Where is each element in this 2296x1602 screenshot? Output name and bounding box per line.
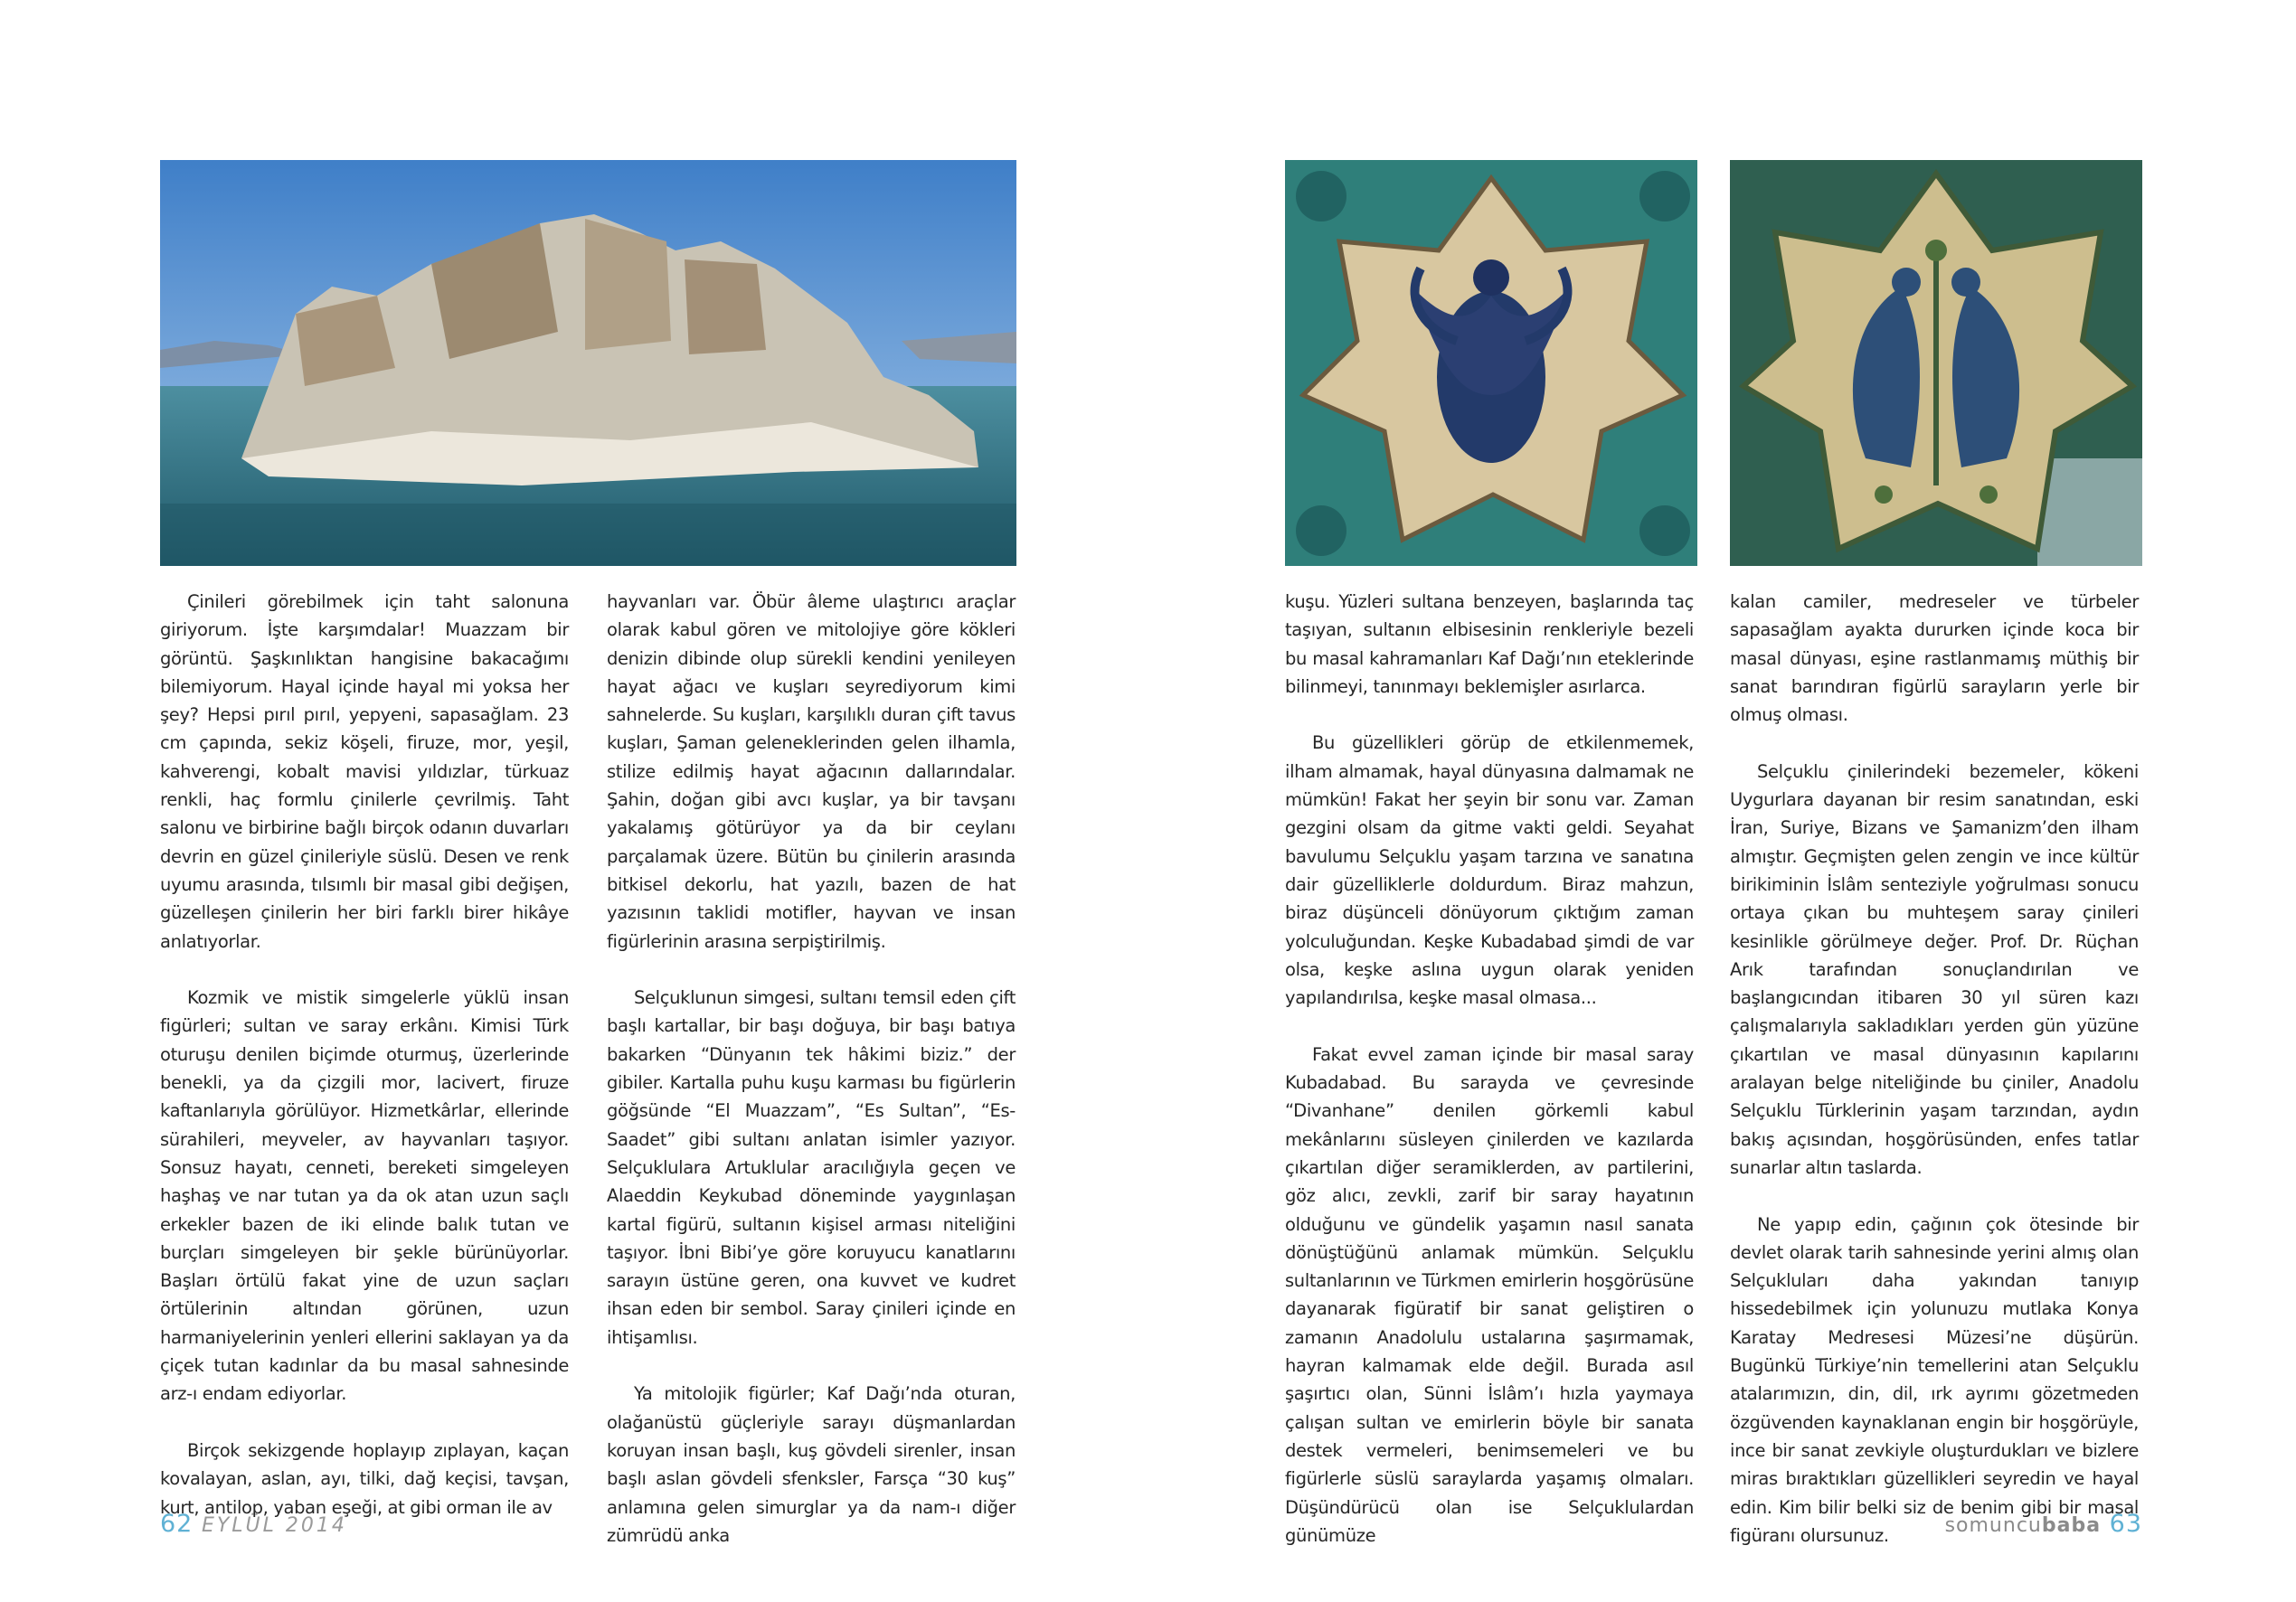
magazine-name-part1: somuncu xyxy=(1944,1514,2042,1537)
peacock-pair-tile-photo xyxy=(1730,160,2142,566)
text-column-1 xyxy=(160,588,569,1550)
magazine-name-part2: baba xyxy=(2041,1514,2102,1537)
paragraph: Ne yapıp edin, çağının çok ötesinde bir devlet olarak tarih sahnesinde yerini almış olan Selçukluları daha yakından tanıyıp hissedebilmek için yolunuzu mutlaka Konya Karatay Medresesi Müzesi’ne düşürün. Bugünkü Türkiye’nin temellerini atan Selçuklu atalarımızın, din, dil, ırk ayrımı gözetmeden özgüvenden kaynaklanan engin bir hoşgörüyle, ince bir sanat zevkiyle oluşturdukları ve bizlere miras bıraktıkları güzellikleri seyredin ve hayal edin. Kim bilir belki siz de benim gibi bir masal figüranı olursunuz. xyxy=(1730,1213,2139,1546)
double-headed-eagle-tile-photo xyxy=(1285,160,1697,566)
page-number: 63 xyxy=(2109,1510,2142,1538)
paragraph: Selçuklu çinilerindeki bezemeler, kökeni Uygurlara dayanan bir resim sanatından, eski İran, Suriye, Bizans ve Şamanizm’den ilham almıştır. Geçmişten gelen zengin ve ince kültür birikiminin İslâm senteziyle yoğrulması sonucu ortaya çıkan bu muhteşem saray çinileri kesinlikle görülmeye değer. Prof. Dr. Rüçhan Arık tarafından sonuçlandırılan ve başlangıcından itibaren 30 yıl süren kazı çalışmalarıyla sakladıkları yerden gün yüzüne çıkartılan ve masal dünyasının kapılarını aralayan belge niteliğinde bu çiniler, Anadolu Selçuklu Türklerinin yaşam tarzından, aydın bakış açısından, hoşgörüsünden, enfes tatlar sunarlar altın taslarda. xyxy=(1730,760,2139,1178)
paragraph: Ya mitolojik figürler; Kaf Dağı’nda oturan, olağanüstü güçleriyle sarayı düşmanlardan koruyan insan başlı, kuş gövdeli sirenler, insan başlı aslan gövdeli sfenksler, Farsça “30 kuş” anlamına gelen simurglar ya da nam-ı diğer zümrüdü anka xyxy=(607,1383,1016,1546)
paragraph: kalan camiler, medreseler ve türbeler sapasağlam ayakta dururken içinde koca bir masal dünyası, eşine rastlanmamış müthiş bir sanat barındıran figürlü sarayların yerle bir olmuş olması. xyxy=(1730,591,2139,726)
issue-date: EYLÜL 2014 xyxy=(201,1514,347,1537)
paragraph: hayvanları var. Öbür âleme ulaştırıcı araçlar olarak kabul gören ve mitolojiye göre kökleri denizin dibinde olup sürekli kendini yenileyen hayat ağacı ve kuşları seyrediyorum kimi sahnelerde. Su kuşları, karşılıklı duran çift tavus kuşları, Şaman geleneklerinden gelen ilhamla, stilize edilmiş hayat ağacının dallarındalar. Şahin, doğan gibi avcı kuşlar, ya bir tavşanı yakalamış götürüyor ya da bir ceylanı parçalamak üzere. Bütün bu çinilerin arasında bitkisel dekorlu, hat yazılı, bazen de hat yazısının taklidi motifler, hayvan ve insan figürlerinin arasına serpiştirilmiş. xyxy=(607,591,1016,952)
paragraph: kuşu. Yüzleri sultana benzeyen, başlarında taç taşıyan, sultanın elbisesinin renkleriyle bezeli bu masal kahramanları Kaf Dağı’nın eteklerinde bilinmeyi, tanınmayı beklemişler asırlarca. xyxy=(1285,591,1694,697)
text-column-3 xyxy=(1285,588,1694,1578)
left-page-folio xyxy=(160,1510,347,1538)
paragraph: Bu güzellikleri görüp de etkilenmemek, ilham almamak, hayal dünyasına dalmamak ne mümkün! Fakat her şeyin bir sonu var. Zaman gezgini olsam da gitme vakti geldi. Seyahat bavulumu Selçuklu yaşam tarzına ve sanatına dair güzelliklerle doldurdum. Biraz mahzun, biraz düşünceli dönüyorum çıktığım zaman yolculuğundan. Keşke Kubadabad şimdi de var olsa, keşke aslına uygun olarak yeniden yapılandırılsa, keşke masal olmasa... xyxy=(1285,732,1694,1009)
paragraph: Birçok sekizgende hoplayıp zıplayan, kaçan kovalayan, aslan, ayı, tilki, dağ keçisi, tavşan, kurt, antilop, yaban eşeği, at gibi orman ile av xyxy=(160,1439,569,1518)
paragraph: Selçuklunun simgesi, sultanı temsil eden çift başlı kartallar, bir başı doğuya, bir başı batıya bakarken “Dünyanın tek hâkimi biziz.” der gibiler. Kartalla puhu kuşu karması bu figürlerin göğsünde “El Muazzam”, “Es Sultan”, “Es-Saadet” gibi sultanı anlatan isimler yazıyor. Selçuklulara Artuklular aracılığıyla geçen ve Alaeddin Keykubad döneminde yaygınlaşan kartal figürü, sultanın kişisel arması niteliğini taşıyor. İbni Bibi’ye göre koruyucu kanatlarını sarayın üstüne geren, ona kuvvet ve kudret ihsan eden bir sembol. Saray çinileri içinde en ihtişamlısı. xyxy=(607,987,1016,1348)
text-column-2 xyxy=(607,588,1016,1578)
paragraph: Fakat evvel zaman içinde bir masal saray Kubadabad. Bu sarayda ve çevresinde “Divanhane” denilen görkemli kabul mekânlarını süsleyen çinilerden ve kazılarda çıkartılan diğer seramiklerden, av partilerini, göz alıcı, zevkli, zarif bir saray hayatının olduğunu ve gündelik yaşamın nasıl sanata dönüştüğünü anlamak mümkün. Selçuklu sultanlarının ve Türkmen emirlerin hoşgörüsüne dayanarak figüratif bir sanat geliştiren o zamanın Anadolulu ustalarına şaşırmamak, hayran kalmamak elde değil. Burada asıl şaşırtıcı olan, Sünni İslâm’ı hızla yaymaya çalışan sultan ve emirlerin böyle bir sanata destek vermeleri, benimsemeleri ve bu figürlerle süslü saraylarda yaşamış olmaları. Düşündürücü olan ise Selçuklulardan günümüze xyxy=(1285,1043,1694,1546)
text-column-4 xyxy=(1730,588,2139,1578)
ruins-lake-photo xyxy=(160,160,1016,566)
paragraph: Kozmik ve mistik simgelerle yüklü insan figürleri; sultan ve saray erkânı. Kimisi Türk oturuşu denilen biçimde oturmuş, üzerlerinde benekli, ya da çizgili mor, lacivert, firuze kaftanlarıyla görülüyor. Hizmetkârlar, ellerinde sürahileri, meyveler, av hayvanları taşıyor. Sonsuz hayatı, cenneti, bereketi simgeleyen haşhaş ve nar tutan ya da ok atan uzun saçlı erkekler bazen de iki elinde balık tutan ve burçları simgeleyen bir şekle bürünüyorlar. Başları örtülü fakat yine de uzun saçları örtülerinin altından görünen, uzun harmaniyelerinin yenleri ellerini saklayan ya da çiçek tutan kadınlar da bu masal sahnesinde arz-ı endam ediyorlar. xyxy=(160,987,569,1405)
right-page-folio xyxy=(1945,1510,2142,1538)
paragraph: Çinileri görebilmek için taht salonuna giriyorum. İşte karşımdalar! Muazzam bir görüntü. Şaşkınlıktan hangisine bakacağımı bilemiyorum. Hayal içinde hayal mi yoksa her şey? Hepsi pırıl pırıl, yepyeni, sapasağlam. 23 cm çapında, sekiz köşeli, firuze, mor, yeşil, kahverengi, kobalt mavisi yıldızlar, türkuaz renkli, haç formlu çinilerle çevrilmiş. Taht salonu ve birbirine bağlı birçok odanın duvarları devrin en güzel çinileriyle süslü. Desen ve renk uyumu arasında, tılsımlı bir masal gibi değişen, güzelleşen çinilerin her biri farklı birer hikâye anlatıyorlar. xyxy=(160,591,569,952)
page-number: 62 xyxy=(160,1510,194,1538)
